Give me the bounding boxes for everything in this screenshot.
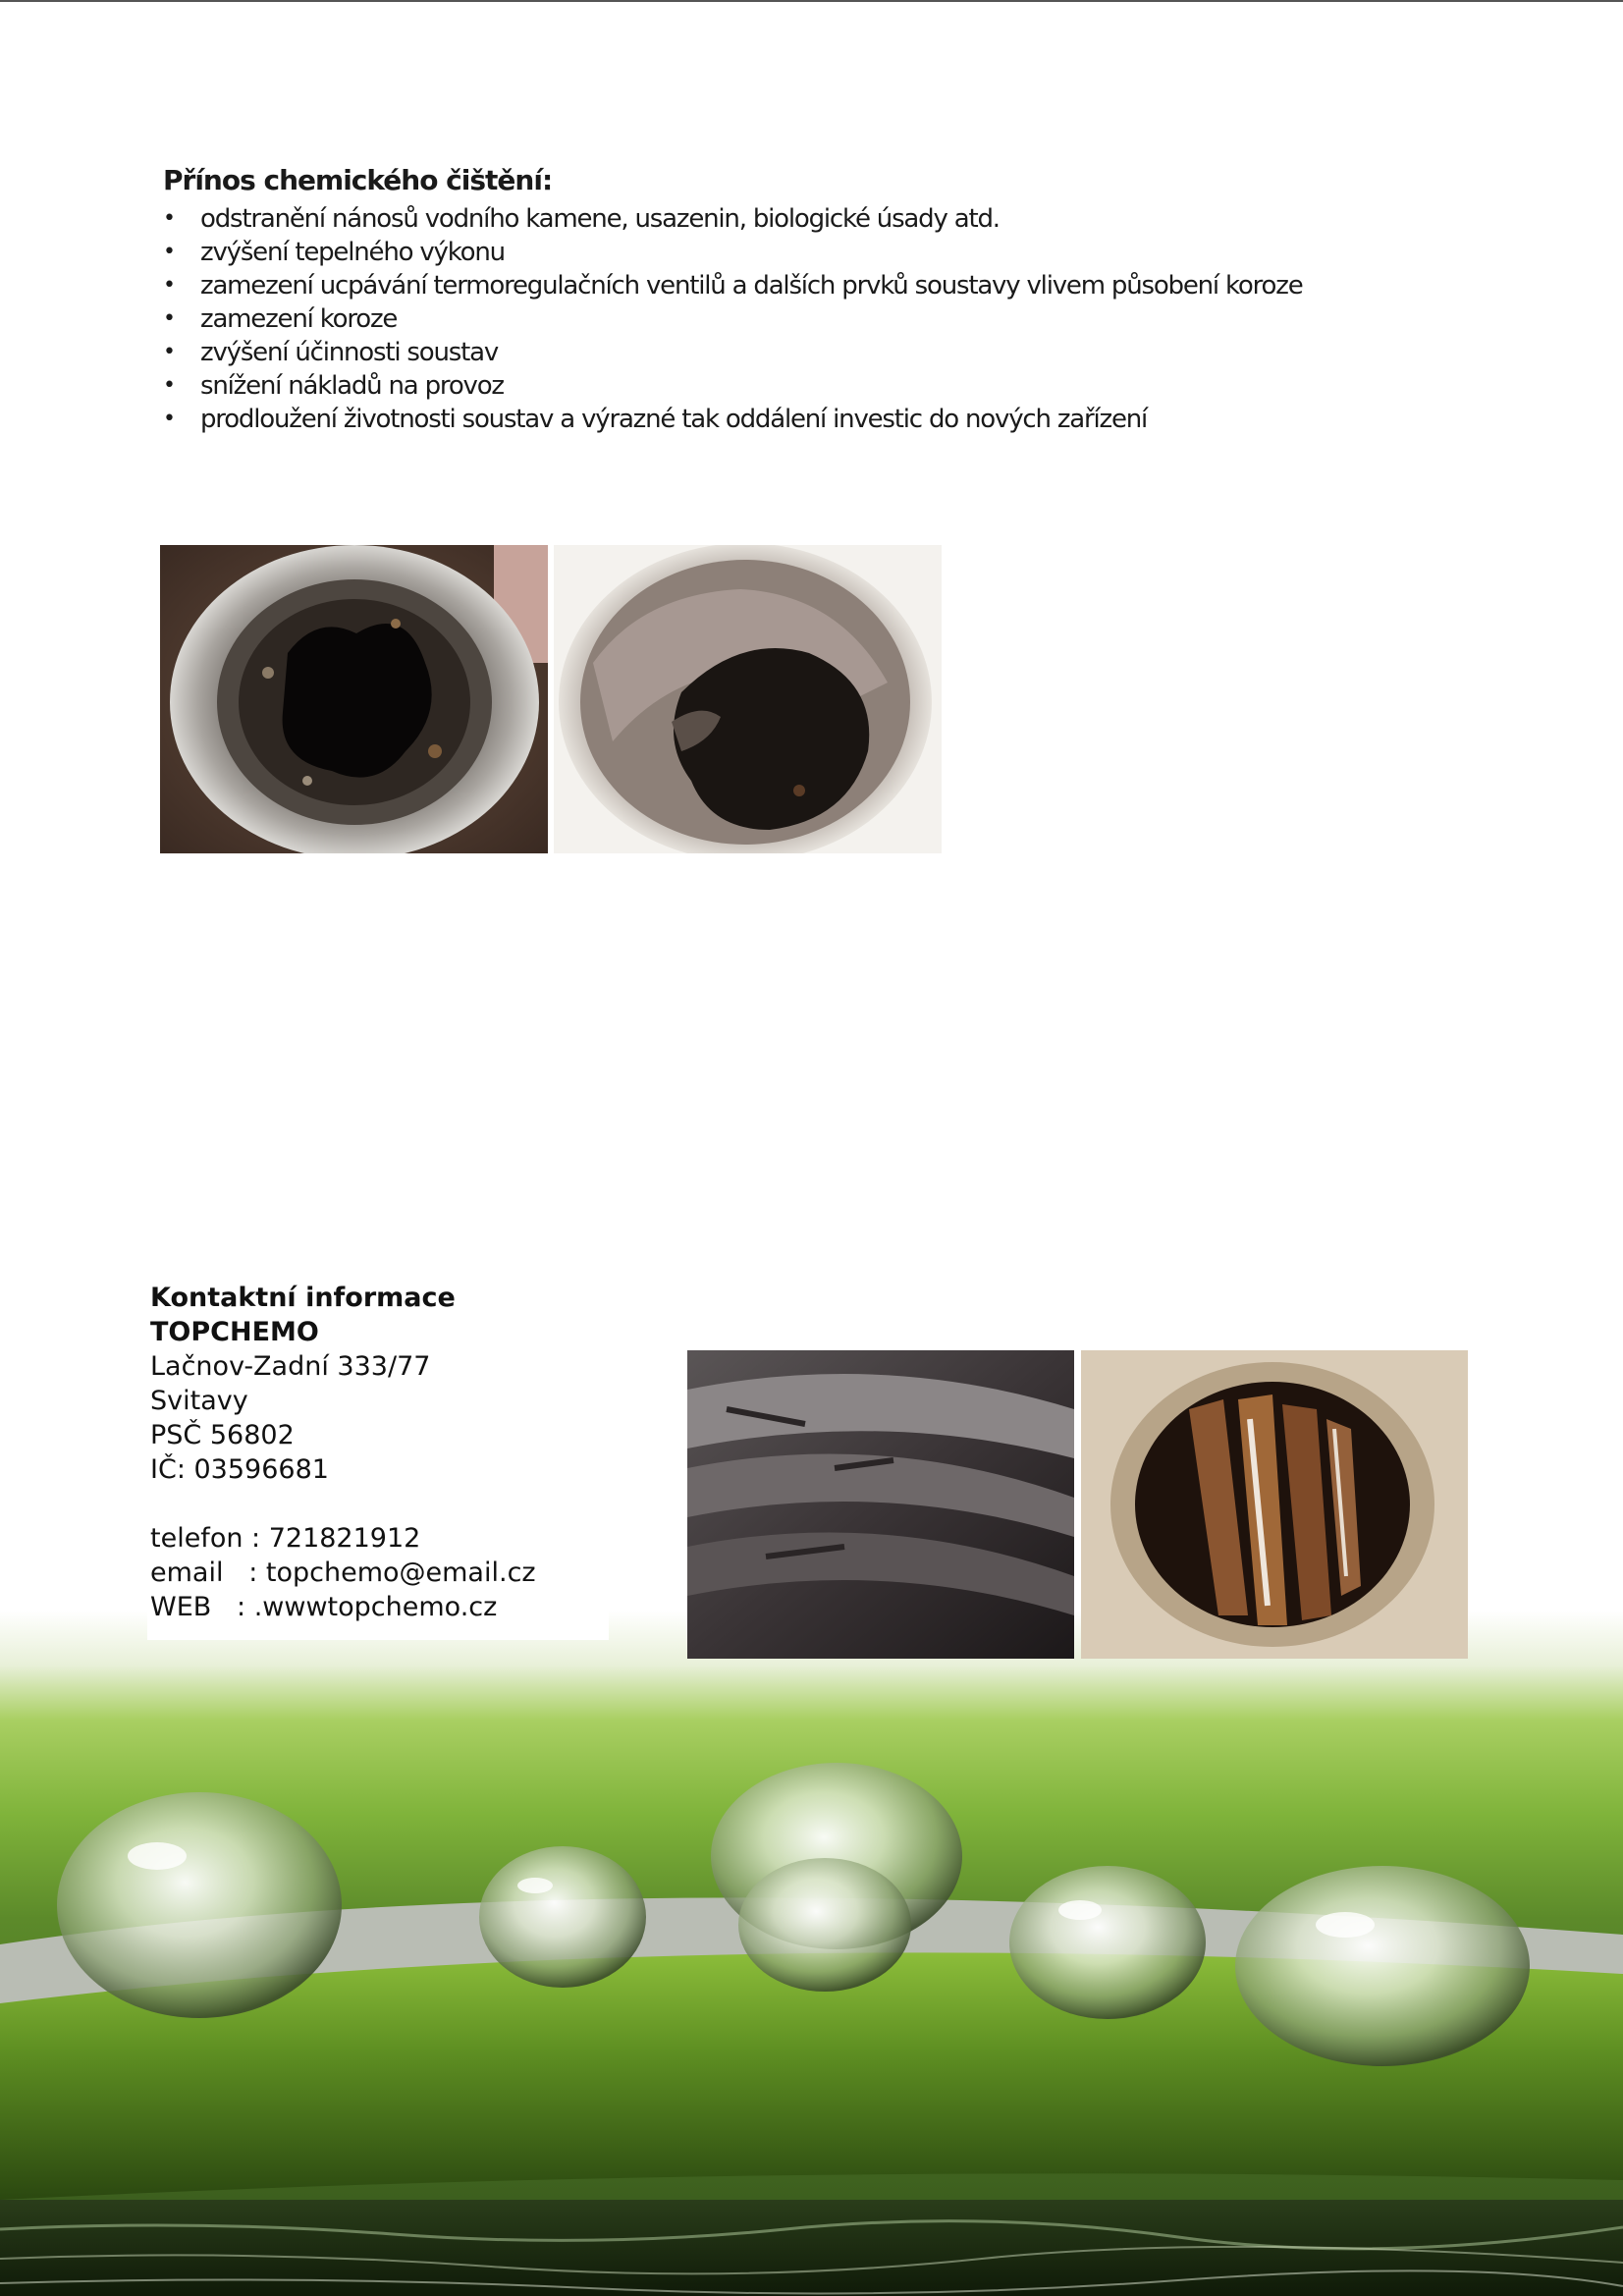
benefit-item: • prodloužení životnosti soustav a výrazné tak oddálení investic do nových zařízení [163, 403, 1390, 436]
benefit-item: • snížení nákladů na provoz [163, 369, 1390, 403]
contact-web: WEB : .wwwtopchemo.cz [150, 1592, 498, 1622]
contact-info [150, 1281, 536, 1624]
benefit-item: • zvýšení tepelného výkonu [163, 236, 1390, 269]
benefit-item: • zamezení ucpávání termoregulačních ventilů a dalších prvků soustavy vlivem působení koroze [163, 269, 1390, 302]
benefit-item: • zvýšení účinnosti soustav [163, 336, 1390, 369]
benefits-list [163, 202, 1390, 436]
company-id: IČ: 03596681 [150, 1454, 329, 1485]
top-border-line [0, 0, 1623, 2]
company-name: TOPCHEMO [150, 1317, 319, 1347]
address-street: Lačnov-Zadní 333/77 [150, 1351, 431, 1382]
pipe-interior-deposits-photo [1081, 1350, 1468, 1659]
pipe-scale-photo-1 [160, 545, 548, 853]
benefits-title: Přínos chemického čištění: [163, 164, 553, 196]
contact-heading: Kontaktní informace [150, 1283, 456, 1313]
contact-spacer [150, 1487, 536, 1521]
pipe-scale-photo-2 [554, 545, 942, 853]
water-drops-leaf-image [0, 1611, 1623, 2296]
benefit-item: • zamezení koroze [163, 302, 1390, 336]
address-city: Svitavy [150, 1386, 248, 1416]
contact-phone: telefon : 721821912 [150, 1523, 421, 1554]
contact-email: email : topchemo@email.cz [150, 1558, 536, 1588]
benefit-item: • odstranění nánosů vodního kamene, usazenin, biologické úsady atd. [163, 202, 1390, 236]
address-zip: PSČ 56802 [150, 1420, 295, 1450]
benefits-section [163, 163, 1390, 436]
corroded-coil-photo [687, 1350, 1074, 1659]
